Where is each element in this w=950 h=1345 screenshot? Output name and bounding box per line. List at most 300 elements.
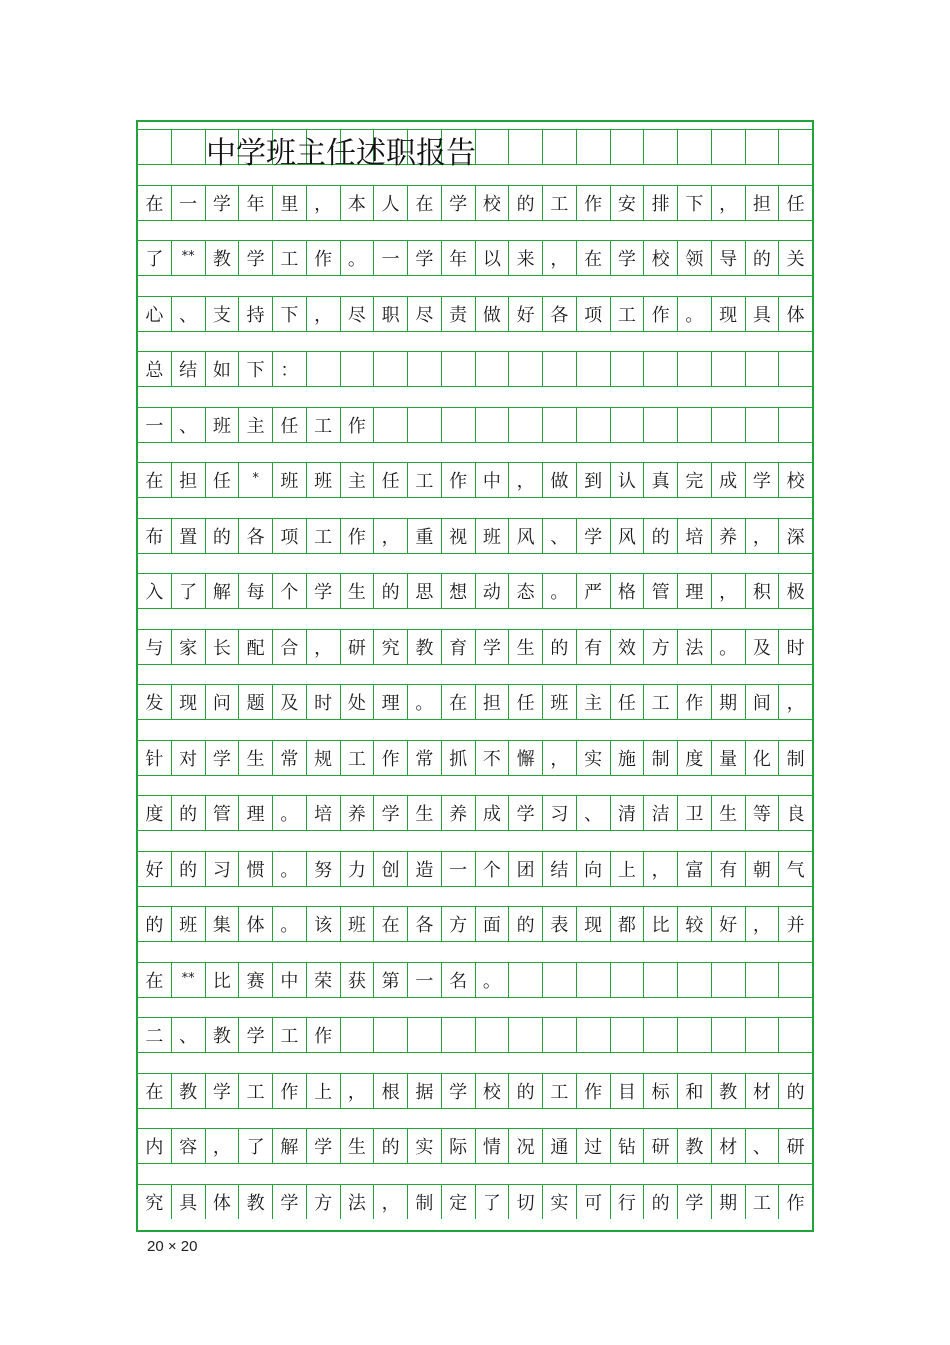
grid-cell: 学 (475, 630, 509, 664)
grid-cell: 完 (677, 463, 711, 497)
grid-cell (745, 963, 779, 997)
grid-cell: 作 (306, 241, 340, 275)
grid-cell: 培 (306, 796, 340, 830)
grid-cell: 关 (778, 241, 812, 275)
grid-cell: 据 (407, 1074, 441, 1108)
grid-cell (373, 352, 407, 386)
grid-cell: 、 (542, 519, 576, 553)
grid-cell: 时 (778, 630, 812, 664)
grid-cell: 积 (745, 574, 779, 608)
grid-cell (610, 130, 644, 164)
grid-cell (441, 1018, 475, 1052)
grid-cell: 题 (238, 685, 272, 719)
grid-cell (711, 352, 745, 386)
grid-cell: 团 (508, 852, 542, 886)
grid-cell: ** (171, 241, 205, 275)
grid-cell (171, 130, 205, 164)
grid-cell: 的 (745, 241, 779, 275)
grid-cell: 标 (643, 1074, 677, 1108)
grid-cell: 任 (205, 463, 239, 497)
grid-cell: 各 (542, 297, 576, 331)
grid-cell: 。 (677, 297, 711, 331)
grid-cell (238, 130, 272, 164)
grid-cell: 间 (745, 685, 779, 719)
grid-row (138, 741, 812, 775)
grid-cell (205, 130, 239, 164)
grid-cell: 作 (340, 519, 374, 553)
grid-cell: 工 (306, 519, 340, 553)
grid-cell: 、 (576, 796, 610, 830)
grid-cell: 集 (205, 907, 239, 941)
grid-cell (340, 1018, 374, 1052)
grid-cell: 成 (475, 796, 509, 830)
grid-cell: 发 (145, 693, 164, 714)
grid-cell: 极 (778, 574, 812, 608)
grid-cell: 处 (340, 685, 374, 719)
grid-row (138, 574, 812, 608)
grid-cell: 结 (542, 852, 576, 886)
grid-cell (138, 130, 171, 164)
row-gap (138, 1163, 812, 1185)
grid-cell: 学 (306, 574, 340, 608)
grid-cell: 实 (576, 741, 610, 775)
grid-cell (306, 130, 340, 164)
grid-cell: 体 (205, 1185, 239, 1219)
grid-cell: 通 (542, 1129, 576, 1163)
grid-cell: 方 (441, 907, 475, 941)
grid-cell: 工 (542, 1074, 576, 1108)
grid-cell: 工 (643, 685, 677, 719)
grid-cell: 都 (610, 907, 644, 941)
grid-cell: 习 (542, 796, 576, 830)
grid-cell (272, 130, 306, 164)
grid-cell: 、 (171, 1018, 205, 1052)
grid-cell: 作 (373, 741, 407, 775)
grid-cell: 。 (340, 241, 374, 275)
grid-cell: 成 (711, 463, 745, 497)
grid-cell: 作 (778, 1185, 812, 1219)
row-gap (138, 122, 812, 130)
grid-cell: 生 (238, 741, 272, 775)
grid-cell: 作 (340, 408, 374, 442)
grid-cell: 面 (475, 907, 509, 941)
manuscript-grid (136, 120, 814, 1232)
grid-row (138, 907, 812, 941)
grid-cell (778, 408, 812, 442)
grid-cell: 理 (238, 796, 272, 830)
grid-cell: 荣 (306, 963, 340, 997)
grid-cell: 担 (745, 186, 779, 220)
grid-cell: 真 (643, 463, 677, 497)
grid-cell: 主 (238, 408, 272, 442)
grid-cell: 有 (711, 852, 745, 886)
grid-cell: 了 (238, 1129, 272, 1163)
grid-cell: 赛 (238, 963, 272, 997)
row-gap (138, 164, 812, 186)
grid-cell (745, 1018, 779, 1052)
grid-cell: ， (542, 241, 576, 275)
grid-cell: 工 (407, 463, 441, 497)
grid-cell: 班 (272, 463, 306, 497)
grid-cell: ， (542, 741, 576, 775)
grid-cell: 长 (205, 630, 239, 664)
grid-cell: 研 (778, 1129, 812, 1163)
grid-cell: 任 (778, 186, 812, 220)
grid-cell: 任 (373, 463, 407, 497)
grid-cell: 的 (373, 574, 407, 608)
grid-cell: 工 (610, 297, 644, 331)
grid-cell: 。 (272, 852, 306, 886)
grid-cell: 教 (205, 241, 239, 275)
grid-cell: 班 (306, 463, 340, 497)
grid-cell: 良 (778, 796, 812, 830)
grid-cell: 教 (677, 1129, 711, 1163)
grid-cell: ， (745, 519, 779, 553)
grid-cell (643, 130, 677, 164)
grid-cell (508, 352, 542, 386)
grid-cell: 持 (238, 297, 272, 331)
grid-cell (475, 1018, 509, 1052)
grid-cell: 育 (441, 630, 475, 664)
grid-cell: 一 (441, 852, 475, 886)
grid-cell: 获 (340, 963, 374, 997)
grid-cell: 。 (272, 796, 306, 830)
grid-cell (711, 130, 745, 164)
row-gap (138, 886, 812, 908)
grid-cell: 现 (576, 907, 610, 941)
grid-cell: 工 (745, 1185, 779, 1219)
grid-row (138, 1018, 812, 1052)
row-gap (138, 275, 812, 297)
row-gap (138, 775, 812, 797)
grid-cell: 总 (145, 360, 164, 381)
grid-cell: 法 (340, 1185, 374, 1219)
grid-cell: 个 (272, 574, 306, 608)
grid-row (138, 630, 812, 664)
grid-cell: 动 (475, 574, 509, 608)
grid-cell: 安 (610, 186, 644, 220)
grid-cell: 方 (643, 630, 677, 664)
grid-cell: 学 (576, 519, 610, 553)
grid-cell: 班 (542, 685, 576, 719)
grid-cell: 学 (205, 186, 239, 220)
grid-cell: 养 (711, 519, 745, 553)
grid-cell: 现 (171, 685, 205, 719)
grid-cell (778, 130, 812, 164)
grid-cell (407, 1018, 441, 1052)
grid-cell (677, 130, 711, 164)
grid-cell: 班 (475, 519, 509, 553)
grid-cell: 不 (475, 741, 509, 775)
grid-cell (576, 1018, 610, 1052)
grid-cell: 支 (205, 297, 239, 331)
grid-cell: 并 (778, 907, 812, 941)
grid-cell (340, 130, 374, 164)
grid-cell: 工 (238, 1074, 272, 1108)
document-title: 中学班主任述职报告 (206, 136, 476, 171)
grid-cell: 好 (711, 907, 745, 941)
grid-cell: 的 (205, 519, 239, 553)
grid-cell: 各 (238, 519, 272, 553)
grid-cell: 的 (373, 1129, 407, 1163)
grid-cell: 。 (407, 685, 441, 719)
grid-cell (610, 408, 644, 442)
grid-cell: 实 (542, 1185, 576, 1219)
grid-cell: 项 (576, 297, 610, 331)
grid-cell: 做 (542, 463, 576, 497)
grid-cell (373, 130, 407, 164)
grid-cell (475, 130, 509, 164)
grid-cell (542, 352, 576, 386)
grid-cell: 一 (145, 415, 164, 437)
grid-cell: 主 (340, 463, 374, 497)
grid-cell: 尽 (407, 297, 441, 331)
grid-cell: 的 (643, 1185, 677, 1219)
grid-cell (475, 408, 509, 442)
grid-row (138, 1185, 812, 1219)
grid-cell: 懈 (508, 741, 542, 775)
grid-cell (542, 408, 576, 442)
grid-cell: 学 (205, 741, 239, 775)
grid-cell: 心 (145, 304, 164, 326)
grid-cell: 体 (778, 297, 812, 331)
grid-cell: 作 (272, 1074, 306, 1108)
grid-cell: 目 (610, 1074, 644, 1108)
grid-cell: 格 (610, 574, 644, 608)
grid-cell: 体 (238, 907, 272, 941)
grid-row (138, 352, 812, 386)
grid-row (138, 852, 812, 886)
grid-cell: 学 (745, 463, 779, 497)
grid-cell (745, 352, 779, 386)
grid-cell: 过 (576, 1129, 610, 1163)
grid-cell: 认 (610, 463, 644, 497)
grid-cell: 法 (677, 630, 711, 664)
row-gap (138, 497, 812, 519)
grid-cell: 期 (711, 1185, 745, 1219)
grid-cell: 教 (407, 630, 441, 664)
grid-cell: 材 (711, 1129, 745, 1163)
grid-cell: 担 (475, 685, 509, 719)
grid-cell: 的 (145, 915, 164, 936)
row-gap (138, 664, 812, 686)
grid-cell: 里 (272, 186, 306, 220)
grid-cell: 根 (373, 1074, 407, 1108)
grid-cell: 钻 (610, 1129, 644, 1163)
grid-cell: 具 (171, 1185, 205, 1219)
grid-row (138, 130, 812, 164)
grid-cell: 作 (441, 463, 475, 497)
row-gap (138, 331, 812, 353)
grid-cell: 职 (373, 297, 407, 331)
grid-cell: 制 (407, 1185, 441, 1219)
grid-cell (441, 352, 475, 386)
grid-cell (542, 1018, 576, 1052)
grid-cell: 来 (508, 241, 542, 275)
row-gap (138, 997, 812, 1019)
grid-cell: 学 (272, 1185, 306, 1219)
row-gap (138, 719, 812, 741)
grid-cell: 效 (610, 630, 644, 664)
grid-cell (677, 1018, 711, 1052)
grid-cell (508, 963, 542, 997)
grid-row (138, 796, 812, 830)
grid-cell: 家 (171, 630, 205, 664)
grid-size-label: 20 × 20 (147, 1238, 198, 1255)
grid-cell: 在 (145, 1081, 164, 1103)
grid-cell: 学 (238, 241, 272, 275)
grid-cell: 的 (508, 907, 542, 941)
grid-cell: 学 (677, 1185, 711, 1219)
grid-cell: 比 (205, 963, 239, 997)
grid-cell: 究 (373, 630, 407, 664)
grid-cell: 好 (508, 297, 542, 331)
grid-cell: 情 (475, 1129, 509, 1163)
grid-cell: 学 (238, 1018, 272, 1052)
grid-cell: 在 (373, 907, 407, 941)
grid-cell: 养 (441, 796, 475, 830)
grid-cell: 卫 (677, 796, 711, 830)
grid-cell: 下 (677, 186, 711, 220)
grid-cell: 了 (171, 574, 205, 608)
grid-cell (643, 408, 677, 442)
grid-cell: 、 (171, 297, 205, 331)
grid-cell: 。 (475, 963, 509, 997)
grid-cell: 以 (475, 241, 509, 275)
grid-cell: 尽 (340, 297, 374, 331)
grid-row (138, 408, 812, 442)
grid-cell: 学 (610, 241, 644, 275)
grid-cell: 布 (145, 526, 164, 548)
grid-cell: 好 (145, 859, 164, 881)
grid-cell: 力 (340, 852, 374, 886)
grid-row (138, 519, 812, 553)
grid-cell (576, 352, 610, 386)
grid-cell: 重 (407, 519, 441, 553)
grid-cell: 学 (306, 1129, 340, 1163)
grid-cell (610, 352, 644, 386)
grid-cell: 风 (508, 519, 542, 553)
grid-cell: 思 (407, 574, 441, 608)
grid-cell: 现 (711, 297, 745, 331)
grid-cell: 生 (340, 574, 374, 608)
grid-cell: 的 (643, 519, 677, 553)
grid-cell: 学 (407, 241, 441, 275)
grid-cell: 作 (677, 685, 711, 719)
grid-cell: 态 (508, 574, 542, 608)
grid-cell (340, 352, 374, 386)
grid-row (138, 297, 812, 331)
grid-cell: 材 (745, 1074, 779, 1108)
grid-cell: 、 (745, 1129, 779, 1163)
grid-cell: 。 (711, 630, 745, 664)
grid-cell (711, 408, 745, 442)
grid-cell: 下 (272, 297, 306, 331)
grid-cell: 年 (441, 241, 475, 275)
grid-cell: 学 (508, 796, 542, 830)
grid-cell (643, 963, 677, 997)
grid-cell: 抓 (441, 741, 475, 775)
grid-cell: 况 (508, 1129, 542, 1163)
grid-cell: 深 (778, 519, 812, 553)
grid-cell (407, 130, 441, 164)
grid-cell: 年 (238, 186, 272, 220)
row-gap (138, 830, 812, 852)
grid-cell: 上 (306, 1074, 340, 1108)
grid-cell (778, 352, 812, 386)
row-gap (138, 220, 812, 242)
grid-cell: 校 (475, 186, 509, 220)
row-gap (138, 442, 812, 464)
grid-cell: 养 (340, 796, 374, 830)
grid-cell: 上 (610, 852, 644, 886)
grid-cell: 班 (205, 408, 239, 442)
grid-cell: 的 (778, 1074, 812, 1108)
grid-cell: 可 (576, 1185, 610, 1219)
grid-cell (643, 1018, 677, 1052)
grid-cell: 、 (171, 408, 205, 442)
grid-cell: 了 (145, 249, 164, 270)
grid-cell: 教 (238, 1185, 272, 1219)
grid-cell: 结 (171, 352, 205, 386)
grid-cell: 施 (610, 741, 644, 775)
grid-cell: 针 (145, 748, 164, 770)
grid-row (138, 186, 812, 220)
grid-cell: 生 (508, 630, 542, 664)
grid-row (138, 1129, 812, 1163)
grid-cell: 在 (145, 471, 164, 492)
grid-cell: 任 (508, 685, 542, 719)
grid-cell: 生 (711, 796, 745, 830)
grid-cell (475, 352, 509, 386)
grid-cell: 了 (475, 1185, 509, 1219)
row-gap (138, 553, 812, 575)
grid-cell: 教 (205, 1018, 239, 1052)
grid-cell: 入 (145, 582, 164, 603)
grid-cell: ， (306, 630, 340, 664)
grid-cell: 如 (205, 352, 239, 386)
grid-cell: 内 (145, 1137, 164, 1158)
grid-cell: 洁 (643, 796, 677, 830)
grid-cell: 表 (542, 907, 576, 941)
grid-cell: ， (340, 1074, 374, 1108)
grid-cell: 在 (576, 241, 610, 275)
grid-cell: ， (711, 186, 745, 220)
grid-cell: 时 (306, 685, 340, 719)
grid-cell: 切 (508, 1185, 542, 1219)
grid-cell: 教 (171, 1074, 205, 1108)
grid-cell: ： (272, 352, 306, 386)
row-gap (138, 1052, 812, 1074)
grid-cell (542, 130, 576, 164)
grid-cell: 项 (272, 519, 306, 553)
grid-cell (441, 408, 475, 442)
grid-cell: 习 (205, 852, 239, 886)
grid-cell (373, 408, 407, 442)
grid-cell (677, 963, 711, 997)
grid-cell (711, 1018, 745, 1052)
grid-cell: 度 (145, 804, 164, 825)
grid-cell (508, 130, 542, 164)
grid-cell: ** (171, 963, 205, 997)
grid-cell: 理 (677, 574, 711, 608)
grid-cell: 名 (441, 963, 475, 997)
grid-row (138, 1074, 812, 1108)
grid-cell: 的 (171, 852, 205, 886)
grid-cell: 个 (475, 852, 509, 886)
grid-cell: 工 (272, 241, 306, 275)
grid-cell: 本 (340, 186, 374, 220)
